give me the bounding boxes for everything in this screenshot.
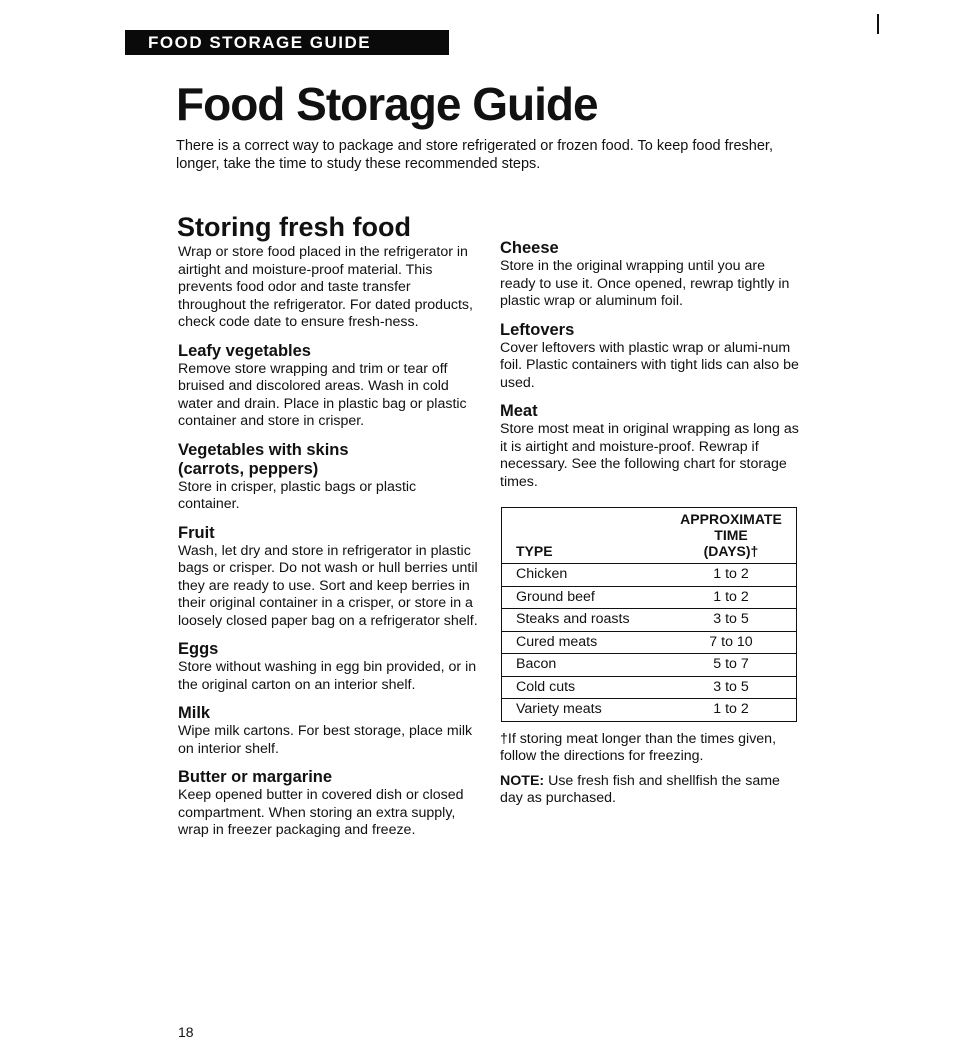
right-column [500,239,800,808]
note-text: Use fresh fish and shellfish the same day as purchased. [500,772,780,806]
section-banner: FOOD STORAGE GUIDE [125,30,449,55]
leftovers-heading: Leftovers [500,320,575,339]
table-row [502,676,797,699]
table-cell-time: 1 to 2 [666,564,797,587]
page-title: Food Storage Guide [176,78,598,130]
table-cell-type: Cold cuts [502,676,667,699]
cheese-heading: Cheese [500,239,559,257]
eggs-text: Store without washing in egg bin provided, or in the original carton on an interior shelf. [178,659,477,693]
leafy-vegetables-heading: Leafy vegetables [178,341,311,360]
fruit-text: Wash, let dry and store in refrigerator in plastic bags or crisper. Do not wash or hull berries until they are ready to use. Sort and keep berries in their original container in a crisper, or store in a loosely closed paper bag on a refrigerator shelf. [178,542,478,629]
time-header-line2: (DAYS)† [703,543,759,559]
table-cell-time: 3 to 5 [666,676,797,699]
meat-heading: Meat [500,402,538,420]
type-column-header: TYPE [502,508,667,564]
table-cell-time: 1 to 2 [666,699,797,722]
table-row [502,564,797,587]
eggs-heading: Eggs [178,640,219,658]
table-cell-type: Steaks and roasts [502,609,667,632]
table-cell-type: Chicken [502,564,667,587]
vegetables-with-skins-heading: Vegetables with skins (carrots, peppers) [178,440,349,478]
table-header-row [502,508,797,564]
meat-text: Store most meat in original wrapping as long as it is airtight and moisture-proof. Rewrap if necessary. See the following chart for storage times. [500,421,799,490]
table-cell-time: 3 to 5 [666,609,797,632]
time-column-header [666,508,797,564]
table-footnote: †If storing meat longer than the times given, follow the directions for freezing. [500,730,777,764]
vegetables-with-skins-text: Store in crisper, plastic bags or plastic container. [178,478,417,512]
leafy-vegetables-text: Remove store wrapping and trim or tear off bruised and discolored areas. Wash in cold water and drain. Place in plastic bag or plastic container and store in crisper. [178,360,467,429]
note-paragraph [500,773,800,808]
fruit-heading: Fruit [178,523,215,542]
table-cell-time: 1 to 2 [666,586,797,609]
butter-heading: Butter or margarine [178,768,333,786]
meat-storage-table [501,507,797,722]
milk-text: Wipe milk cartons. For best storage, place milk on interior shelf. [178,723,473,757]
leftovers-text: Cover leftovers with plastic wrap or alumi-num foil. Plastic containers with tight lids can also be used. [500,339,799,391]
page-number: 18 [178,1024,194,1040]
table-cell-type: Ground beef [502,586,667,609]
left-column [178,244,478,840]
table-cell-type: Variety meats [502,699,667,722]
page-edge-mark [877,14,879,34]
cheese-text: Store in the original wrapping until you are ready to use it. Once opened, rewrap tightly in plastic wrap or aluminum foil. [500,258,790,309]
table-cell-time: 5 to 7 [666,654,797,677]
page-intro: There is a correct way to package and store refrigerated or frozen food. To keep food fresher, longer, take the time to study these recommended steps. [176,138,773,172]
table-row [502,631,797,654]
table-row [502,654,797,677]
table-row [502,609,797,632]
table-cell-time: 7 to 10 [666,631,797,654]
table-cell-type: Cured meats [502,631,667,654]
milk-heading: Milk [178,704,211,722]
butter-text: Keep opened butter in covered dish or closed compartment. When storing an extra supply, wrap in freezer packaging and freeze. [178,787,464,838]
section-title: Storing fresh food [177,212,411,242]
section-intro: Wrap or store food placed in the refrigerator in airtight and moisture-proof material. This prevents food odor and taste transfer throughout the refrigerator. For dated products, check code date to ensure fresh-ness. [178,244,473,330]
note-label: NOTE: [500,772,545,789]
table-row [502,699,797,722]
table-cell-type: Bacon [502,654,667,677]
table-row [502,586,797,609]
time-header-line1: APPROXIMATE TIME [680,511,782,543]
